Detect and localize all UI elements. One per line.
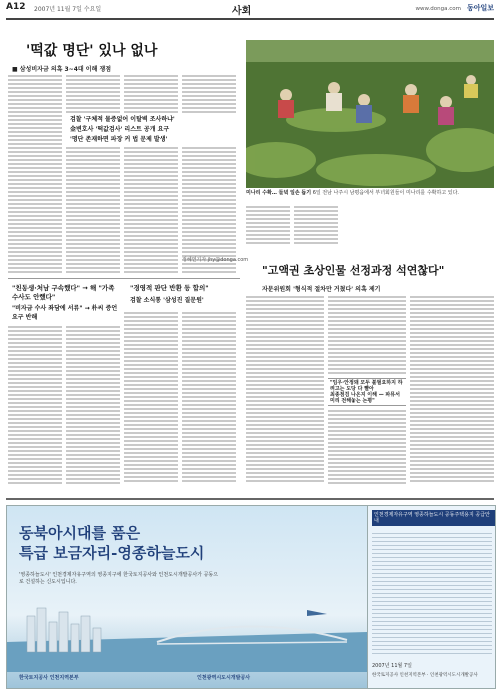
photo-caption-title: 미나리 수확… 들녘 일손 돕기 bbox=[246, 190, 312, 196]
notice-date: 2007년 11월 7일 bbox=[372, 663, 412, 669]
article2-sub: 자문위원회 '형식적 절차만 거쳤다' 의혹 제기 bbox=[262, 286, 381, 293]
city-skyline-illustration bbox=[7, 602, 367, 672]
article1-col2 bbox=[66, 73, 120, 273]
article4-col2 bbox=[182, 310, 236, 484]
notice-title: 인천경제자유구역 영종하늘도시 공동주택용지 공급안내 bbox=[372, 510, 496, 526]
divider-rule bbox=[8, 278, 240, 279]
sidebar-line-3: '명단 존재하면 파장 커 법 문제 발생' bbox=[70, 136, 168, 143]
ad-sponsor-2: 인천광역시도시개발공사 bbox=[197, 675, 251, 681]
photo-illustration bbox=[246, 40, 494, 188]
ad-sponsor-1: 한국토지공사 인천지역본부 bbox=[19, 675, 79, 681]
sidebar-line-2: 金변호사 '떡값검사' 리스트 공개 요구 bbox=[70, 126, 170, 133]
article1-col1 bbox=[8, 73, 62, 273]
article3-headline: "친동생·처남 구속했다" → 해 "가족 수사도 안했다" bbox=[12, 284, 115, 301]
ad-description: '영종하늘도시' 인천경제자유구역의 영종지구에 한국토지공사와 인천도시개발공사가 공동으로 건설하는 신도시입니다. bbox=[19, 572, 219, 585]
article3-col1 bbox=[8, 324, 62, 484]
article3-col2 bbox=[66, 324, 120, 484]
advertisement bbox=[6, 505, 496, 689]
notice-footer: 한국토지공사 인천지역본부 · 인천광역시도시개발공사 bbox=[372, 673, 478, 678]
photo-caption bbox=[246, 190, 494, 197]
page-number: A12 bbox=[6, 2, 26, 12]
photo-text-1 bbox=[246, 204, 290, 244]
section-title: 사회 bbox=[232, 6, 252, 17]
article2-headline: "고액권 초상인물 선정과정 석연찮다" bbox=[262, 264, 445, 277]
article2-col1 bbox=[246, 294, 324, 484]
logo-text: 동아일보 bbox=[466, 4, 494, 12]
article1-headline: '떡값 명단' 있나 없나 bbox=[26, 43, 158, 59]
article1-byline: 정혜연기자 jhy@donga.com bbox=[182, 257, 249, 263]
photo-caption-text: 6일 전남 나주시 남평읍에서 부녀회원들이 미나리를 수확하고 있다. bbox=[312, 190, 460, 196]
article5-box bbox=[328, 378, 406, 406]
article4-headline: "경영적 판단 반환 등 합의" bbox=[130, 284, 209, 292]
ad-notice bbox=[367, 506, 496, 688]
article2-col3 bbox=[410, 294, 494, 484]
page-header bbox=[6, 2, 494, 20]
article4-sub: 검찰 소식통 '삼성진 질문원' bbox=[130, 297, 204, 304]
page-date: 2007년 11월 7일 수요일 bbox=[34, 6, 102, 13]
article1-sidebar bbox=[66, 113, 236, 147]
article3-sub: "비자금 수사 좌담에 서류" → 朴씨 증언요구 반해 bbox=[12, 305, 118, 321]
photo-text-2 bbox=[294, 204, 338, 244]
article1-col4 bbox=[182, 73, 236, 273]
article5-box-line-1: "임우·안정돼 모두 불필요하지 하려고는 도당 다 빨아 bbox=[330, 380, 403, 392]
site-url: www.donga.com bbox=[415, 6, 461, 12]
article1-kicker: ■ 삼성비자금 의혹 3~4대 이해 쟁점 bbox=[12, 66, 112, 73]
article2-col2 bbox=[328, 294, 406, 376]
airplane-icon bbox=[307, 610, 327, 616]
article5-col bbox=[328, 408, 406, 484]
sidebar-line-1: 검찰 '구체적 물증없어 이탈벽 조사하냐' bbox=[70, 116, 175, 123]
ad-headline-1: 동북아시대를 품은 bbox=[19, 524, 141, 542]
article1-col3 bbox=[124, 73, 178, 273]
ad-headline-2: 특급 보금자리-영종하늘도시 bbox=[19, 544, 205, 562]
article4-col1 bbox=[124, 310, 178, 484]
notice-table bbox=[372, 530, 492, 654]
ad-separator bbox=[6, 498, 494, 500]
ad-main bbox=[7, 506, 367, 688]
article5-box-line-2: 최종점검 나온지 이해 — 파뮤서 미리 전해놓는 논평" bbox=[330, 392, 400, 404]
newspaper-logo bbox=[416, 3, 495, 13]
field-photo bbox=[246, 40, 494, 188]
